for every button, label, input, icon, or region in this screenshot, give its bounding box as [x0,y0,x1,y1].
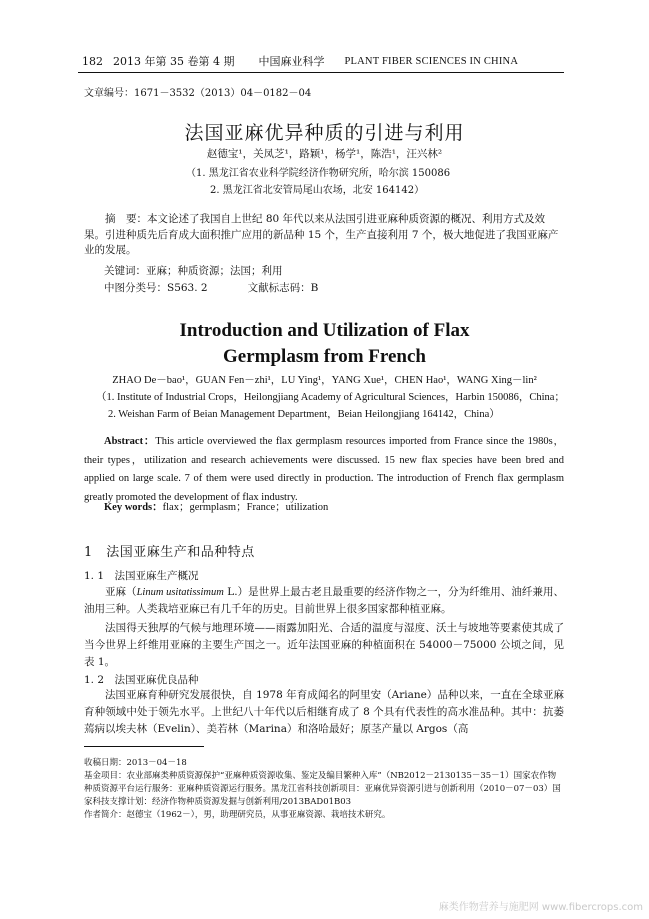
affiliation-cn-2: 2. 黑龙江省北安管局尾山农场，北安 164142） [210,185,425,196]
subsection-heading-1-1: 1. 1 法国亚麻生产概况 [84,570,199,582]
journal-name-cn: 中国麻业科学 [258,55,325,68]
affiliation-en-1: （1. Institute of Industrial Crops，Heilongjiang Academy of Agricultural Sciences，Harbin 150086，China； [96,392,565,403]
paragraph-1-end: L.）是世界上最古老且最重要的经济作物之一，分为纤维用、油纤兼用、油用三种。人类栽培亚麻已有几千年的历史。目前世界上很多国家都种植亚麻。 [84,586,564,615]
authors-cn: 赵德宝¹，关凤芝¹，路颖¹，杨学¹，陈浩¹，汪兴林² [206,148,443,160]
classification-cn [104,281,564,297]
footnote-funding: 基金项目：农业部麻类种质资源保护“亚麻种质资源收集、鉴定及编目繁种入库”（NB2012－2130135－35－1）国家农作物种质资源平台运行服务：亚麻种质资源运行服务。黑龙江省科技创新项目：亚麻优异资源引进与创新利用（2010－07－03）国家科技支撑计划：经济作物种质资源发掘与创新利用/2013BAD01B03 [84,771,561,807]
section-heading-1: 1 法国亚麻生产和品种特点 [84,545,255,560]
affiliation-en-2: 2. Weishan Farm of Beian Management Department，Beian Heilongjiang 164142，China） [108,409,500,420]
title-cn: 法国亚麻优异种质的引进与利用 [184,122,465,144]
abstract-en [84,433,564,507]
title-en [0,318,649,370]
issue-info: 2013 年第 35 卷第 4 期 [113,55,235,68]
abstract-en-label: Abstract： [104,436,156,447]
footnote-received: 收稿日期：2013－04－18 [84,758,187,768]
keywords-en-text: flax；germplasm；France；utilization [162,502,329,513]
running-header [82,52,562,70]
doc-code: 文献标志码：B [247,282,319,294]
abstract-en-text: This article overviewed the flax germplasm resources imported from France since the 1980s，their types，utilization and research achievements were discussed. 15 new flax species have been bred and applied on large scale. 7 of them were used directly in production. The introduction of French flax germplasm greatly promoted the development of flax industry. [84,436,565,503]
paragraph-1 [84,584,564,618]
title-en-line-2: Germplasm from French [223,346,426,367]
keywords-cn: 关键词：亚麻；种质资源；法国；利用 [104,265,283,277]
watermark: 麻类作物营养与施肥网 www.fibercrops.com [438,902,643,913]
paragraph-3: 法国亚麻育种研究发展很快，自 1978 年育成闻名的阿里安（Ariane）品种以来，一直在全球亚麻育种领域中处于领先水平。上世纪八十年代以后相继育成了 8 个具有代表性的高水准品种。其中：抗萎蔫病以埃夫林（Evelin）、美若林（Marina）和洛哈最好；原茎产量以 Argos（高 [84,689,564,735]
paragraph-2: 法国得天独厚的气候与地理环境——雨露加阳光、合适的温度与湿度、沃土与坡地等要素使其成了当今世界上纤维用亚麻的主要生产国之一。近年法国亚麻的种植面积在 54000－75000 公顷之间，见表 1。 [84,622,564,668]
authors-en: ZHAO De－bao¹，GUAN Fen－zhi¹，LU Ying¹，YANG Xue¹，CHEN Hao¹，WANG Xing－lin² [112,375,537,386]
latin-name: Linum usitatissimum [136,587,224,598]
journal-name-en: PLANT FIBER SCIENCES IN CHINA [344,55,519,67]
footnote-rule [84,746,204,747]
subsection-heading-1-2: 1. 2 法国亚麻优良品种 [84,674,199,686]
affiliation-cn-1: （1. 黑龙江省农业科学院经济作物研究所，哈尔滨 150086 [186,168,451,179]
title-en-line-1: Introduction and Utilization of Flax [179,320,470,341]
clc-number: 中图分类号：S563. 2 [104,282,208,294]
footnote-author: 作者简介：赵德宝（1962－），男，助理研究员，从事亚麻资源、栽培技术研究。 [84,810,391,820]
article-number: 文章编号：1671－3532（2013）04－0182－04 [84,88,312,99]
abstract-cn: 摘 要：本文论述了我国自上世纪 80 年代以来从法国引进亚麻种质资源的概况、利用方式及效果。引进种质先后育成大面积推广应用的新品种 15 个，生产直接利用 7 个，极大地促进了我国亚麻产业的发展。 [84,213,559,256]
keywords-en-label: Key words： [104,502,163,513]
paragraph-1-start: 亚麻（ [105,586,137,598]
header-rule [78,72,564,73]
page-number: 182 [82,54,103,68]
keywords-en [104,499,564,514]
footnotes [84,757,564,822]
